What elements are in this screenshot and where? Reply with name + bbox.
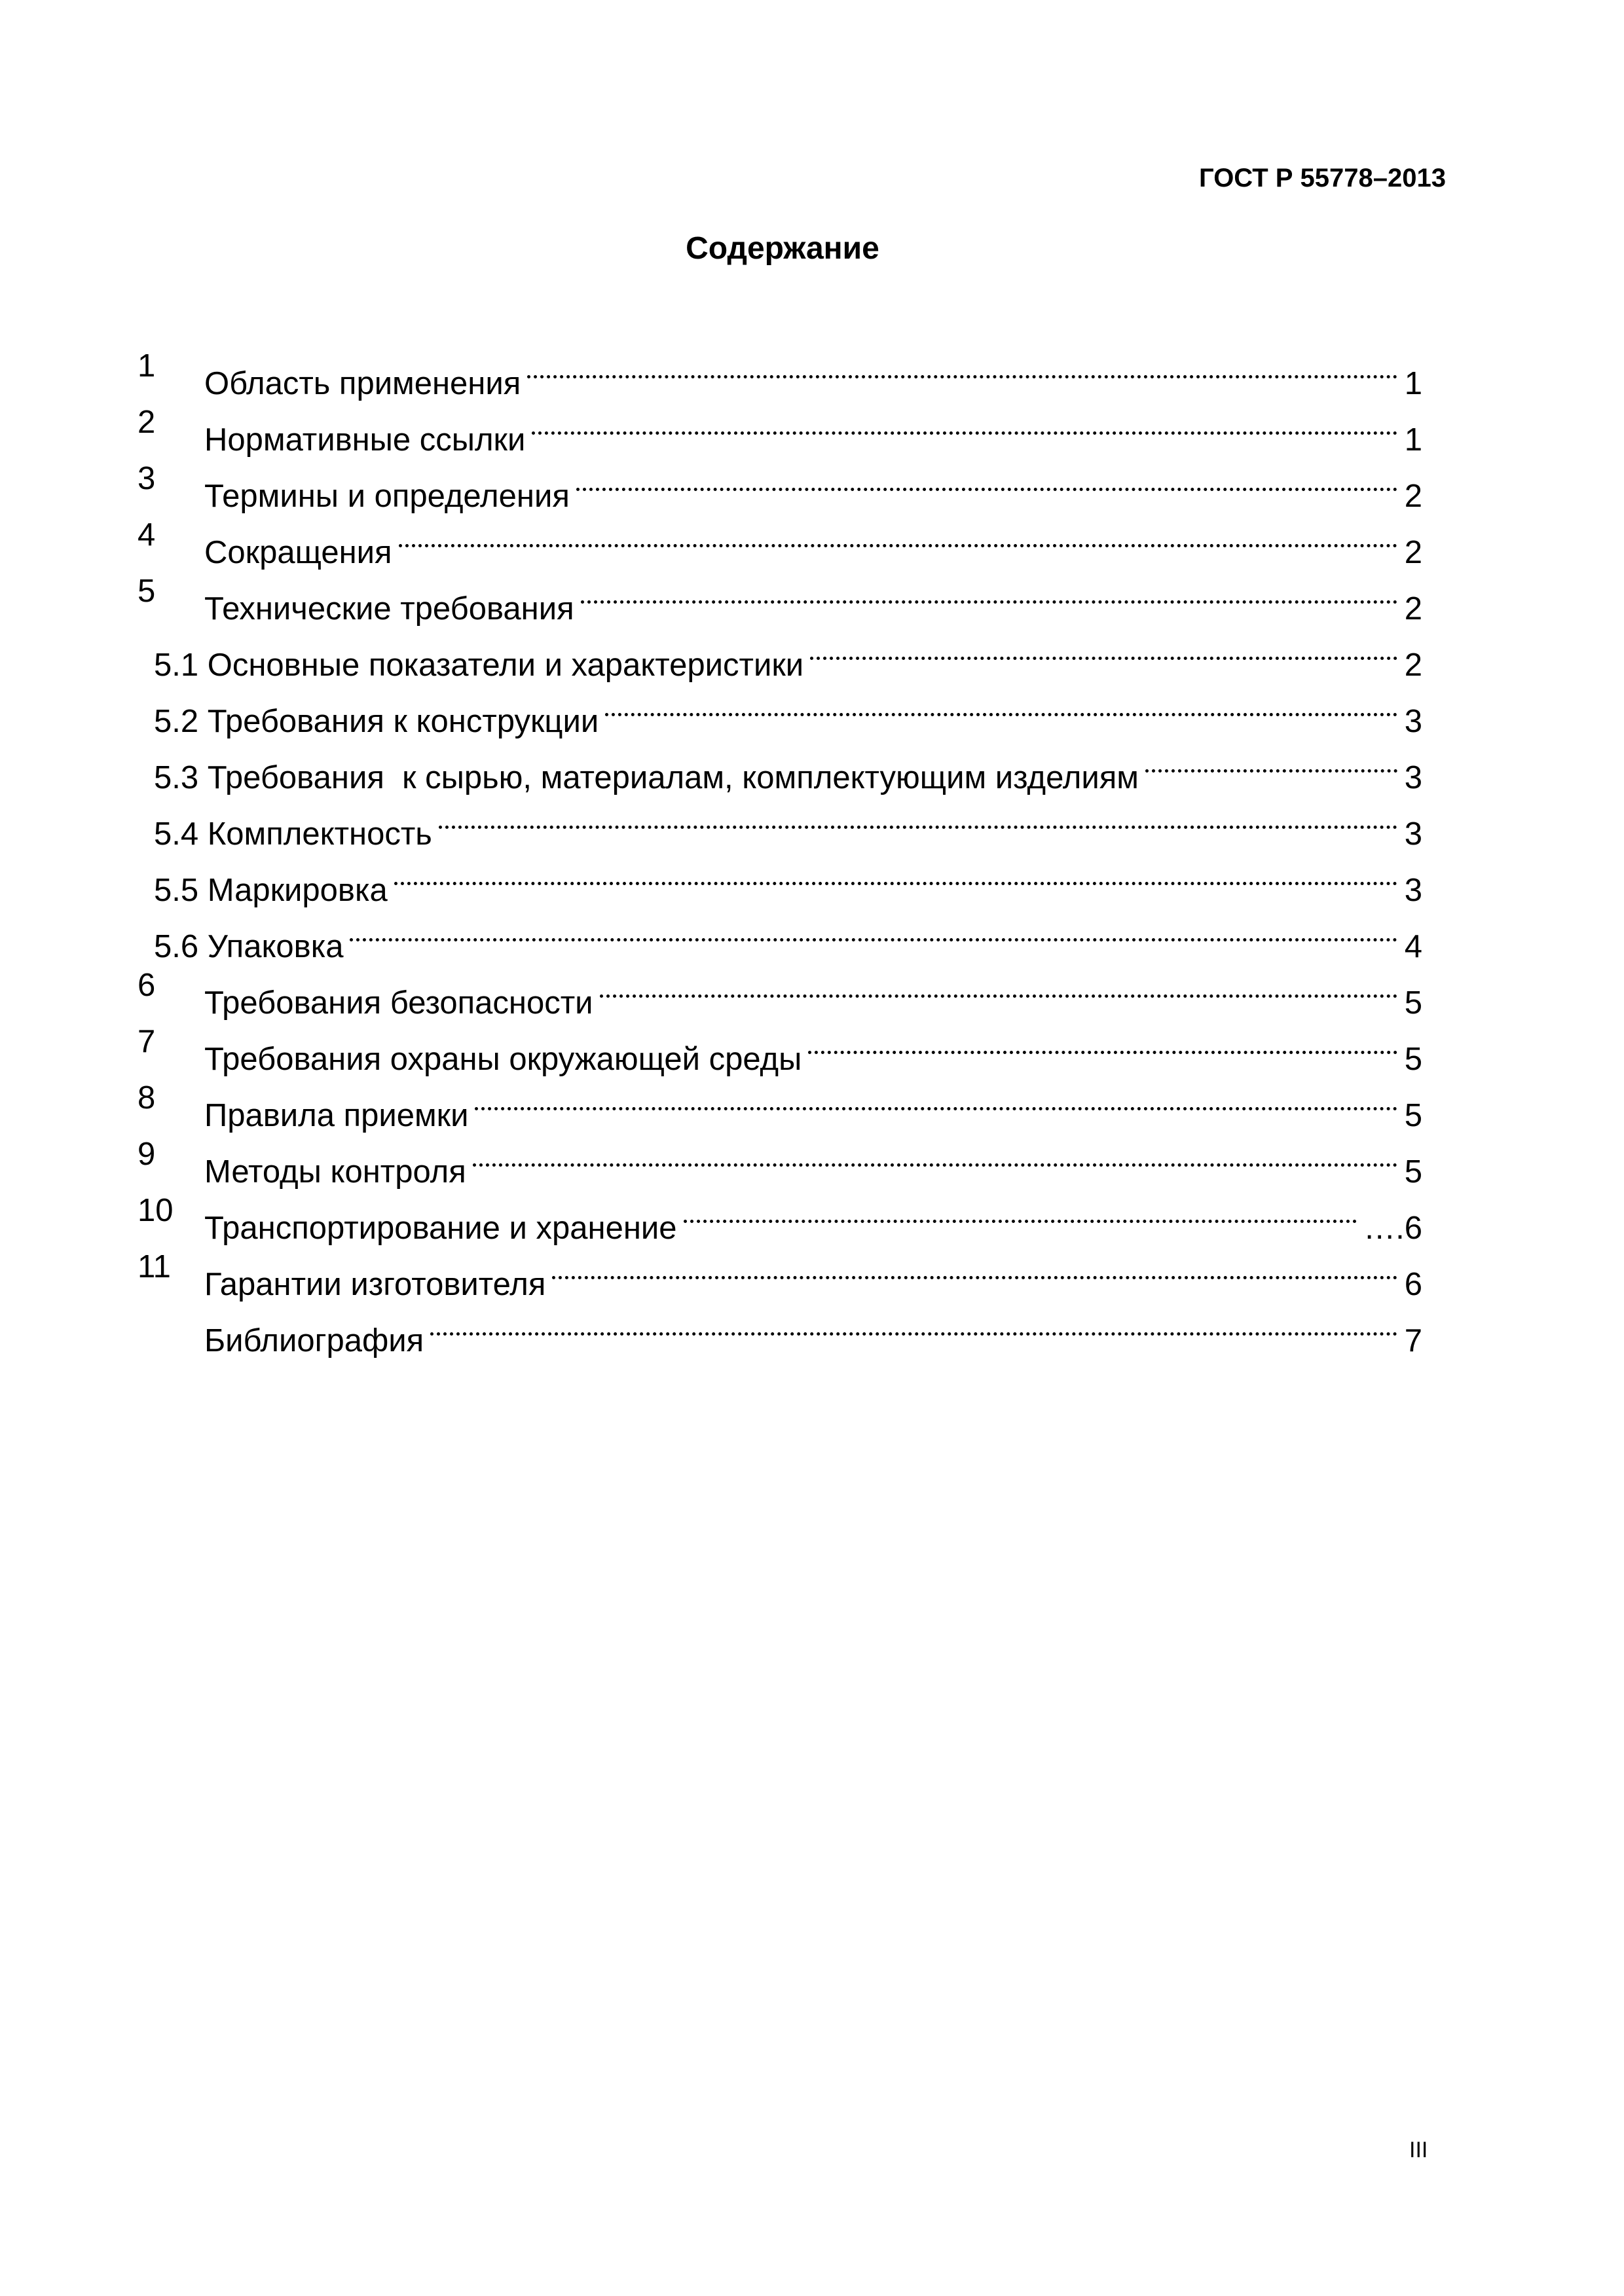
toc-item-5-5[interactable] bbox=[0, 845, 1624, 908]
toc-item-label: 5.2 Требования к конструкции bbox=[154, 704, 599, 739]
toc-item-page: 7 bbox=[1404, 1323, 1422, 1358]
toc-leader-dots bbox=[684, 1182, 1357, 1239]
toc-item-label: Требования охраны окружающей среды bbox=[204, 1042, 802, 1077]
toc-item-label: Область применения bbox=[204, 366, 521, 401]
toc-item-1[interactable] bbox=[0, 338, 1624, 401]
toc-leader-dots bbox=[581, 563, 1397, 619]
toc-item-5-1[interactable] bbox=[0, 619, 1624, 683]
toc-item-label: Сокращения bbox=[204, 535, 392, 570]
toc-item-page: 1 bbox=[1404, 422, 1422, 458]
toc-item-9[interactable] bbox=[0, 1126, 1624, 1190]
toc-item-5-6[interactable] bbox=[0, 901, 1624, 964]
toc-item-page: 3 bbox=[1404, 873, 1422, 908]
toc-title: Содержание bbox=[686, 231, 879, 266]
toc-item-number: 11 bbox=[138, 1249, 171, 1285]
toc-item-number: 9 bbox=[138, 1137, 156, 1172]
toc-item-11[interactable] bbox=[0, 1239, 1624, 1302]
toc-leader-dots bbox=[475, 1070, 1397, 1126]
toc-item-label: 5.6 Упаковка bbox=[154, 929, 344, 964]
toc-item-5-3[interactable] bbox=[0, 732, 1624, 795]
toc-item-number: 3 bbox=[138, 461, 156, 496]
toc-item-label: 5.3 Требования к сырью, материалам, комплектующим изделиям bbox=[154, 760, 1139, 795]
toc-item-5-4[interactable] bbox=[0, 788, 1624, 852]
toc-leader-dots bbox=[527, 338, 1397, 394]
toc-leader-dots bbox=[552, 1239, 1397, 1295]
toc-item-page: 5 bbox=[1404, 1154, 1422, 1190]
toc-item-number: 4 bbox=[138, 517, 156, 553]
toc-item-page: 1 bbox=[1404, 366, 1422, 401]
toc-leader-dots bbox=[399, 507, 1397, 563]
toc-leader-dots bbox=[532, 394, 1397, 450]
toc-leader-dots bbox=[1145, 732, 1397, 788]
toc-item-5-2[interactable] bbox=[0, 676, 1624, 739]
document-code: ГОСТ Р 55778–2013 bbox=[1199, 164, 1446, 192]
toc-item-label: Технические требования bbox=[204, 591, 574, 627]
toc-item-5[interactable] bbox=[0, 563, 1624, 627]
toc-item-page: 2 bbox=[1404, 647, 1422, 683]
toc-item-label: Нормативные ссылки bbox=[204, 422, 526, 458]
toc-item-label: Гарантии изготовителя bbox=[204, 1267, 546, 1302]
toc-item-label: Правила приемки bbox=[204, 1098, 469, 1133]
toc-item-page: 6 bbox=[1404, 1267, 1422, 1302]
toc-leader-dots bbox=[605, 676, 1397, 732]
toc-item-page: 2 bbox=[1404, 479, 1422, 514]
toc-item-page: 5 bbox=[1404, 1042, 1422, 1077]
toc-item-2[interactable] bbox=[0, 394, 1624, 458]
toc-item-number: 8 bbox=[138, 1080, 156, 1116]
toc-item-page: 5 bbox=[1404, 985, 1422, 1021]
toc-item-page: 5 bbox=[1404, 1098, 1422, 1133]
page-number: III bbox=[1409, 2138, 1428, 2162]
toc-item-page: 2 bbox=[1404, 535, 1422, 570]
toc-leader-dots bbox=[600, 957, 1397, 1013]
toc-item-page: 3 bbox=[1404, 704, 1422, 739]
toc-item-4[interactable] bbox=[0, 507, 1624, 570]
toc-item-label: Термины и определения bbox=[204, 479, 570, 514]
toc-leader-dots bbox=[576, 450, 1397, 507]
toc-leader-dots bbox=[810, 619, 1397, 676]
toc-item-6[interactable] bbox=[0, 957, 1624, 1021]
toc-item-number: 7 bbox=[138, 1024, 156, 1059]
toc-item-number: 2 bbox=[138, 405, 156, 440]
toc-item-label: Методы контроля bbox=[204, 1154, 466, 1190]
toc-item-page: 4 bbox=[1404, 929, 1422, 964]
toc-item-10[interactable] bbox=[0, 1182, 1624, 1246]
toc-item-label: 5.1 Основные показатели и характеристики bbox=[154, 647, 804, 683]
toc-item-page: ….6 bbox=[1363, 1211, 1422, 1246]
toc-item-page: 2 bbox=[1404, 591, 1422, 627]
toc-item-number: 5 bbox=[138, 574, 156, 609]
toc-item-number: 1 bbox=[138, 348, 156, 384]
toc-leader-dots bbox=[808, 1013, 1397, 1070]
toc-leader-dots bbox=[439, 788, 1397, 845]
toc-leader-dots bbox=[350, 901, 1397, 957]
toc-leader-dots bbox=[394, 845, 1397, 901]
toc-item-label: 5.4 Комплектность bbox=[154, 816, 432, 852]
toc-item-label: Требования безопасности bbox=[204, 985, 593, 1021]
toc-leader-dots bbox=[473, 1126, 1397, 1182]
toc-item-label: 5.5 Маркировка bbox=[154, 873, 388, 908]
toc-item-page: 3 bbox=[1404, 816, 1422, 852]
toc-item-number: 10 bbox=[138, 1193, 174, 1228]
toc-item-bibliography[interactable] bbox=[0, 1295, 1624, 1358]
toc-item-3[interactable] bbox=[0, 450, 1624, 514]
toc-item-7[interactable] bbox=[0, 1013, 1624, 1077]
toc-item-8[interactable] bbox=[0, 1070, 1624, 1133]
toc-item-page: 3 bbox=[1404, 760, 1422, 795]
toc-item-label: Библиография bbox=[204, 1323, 424, 1358]
toc-leader-dots bbox=[430, 1295, 1397, 1351]
toc-item-label: Транспортирование и хранение bbox=[204, 1211, 677, 1246]
toc-item-number: 6 bbox=[138, 968, 156, 1003]
